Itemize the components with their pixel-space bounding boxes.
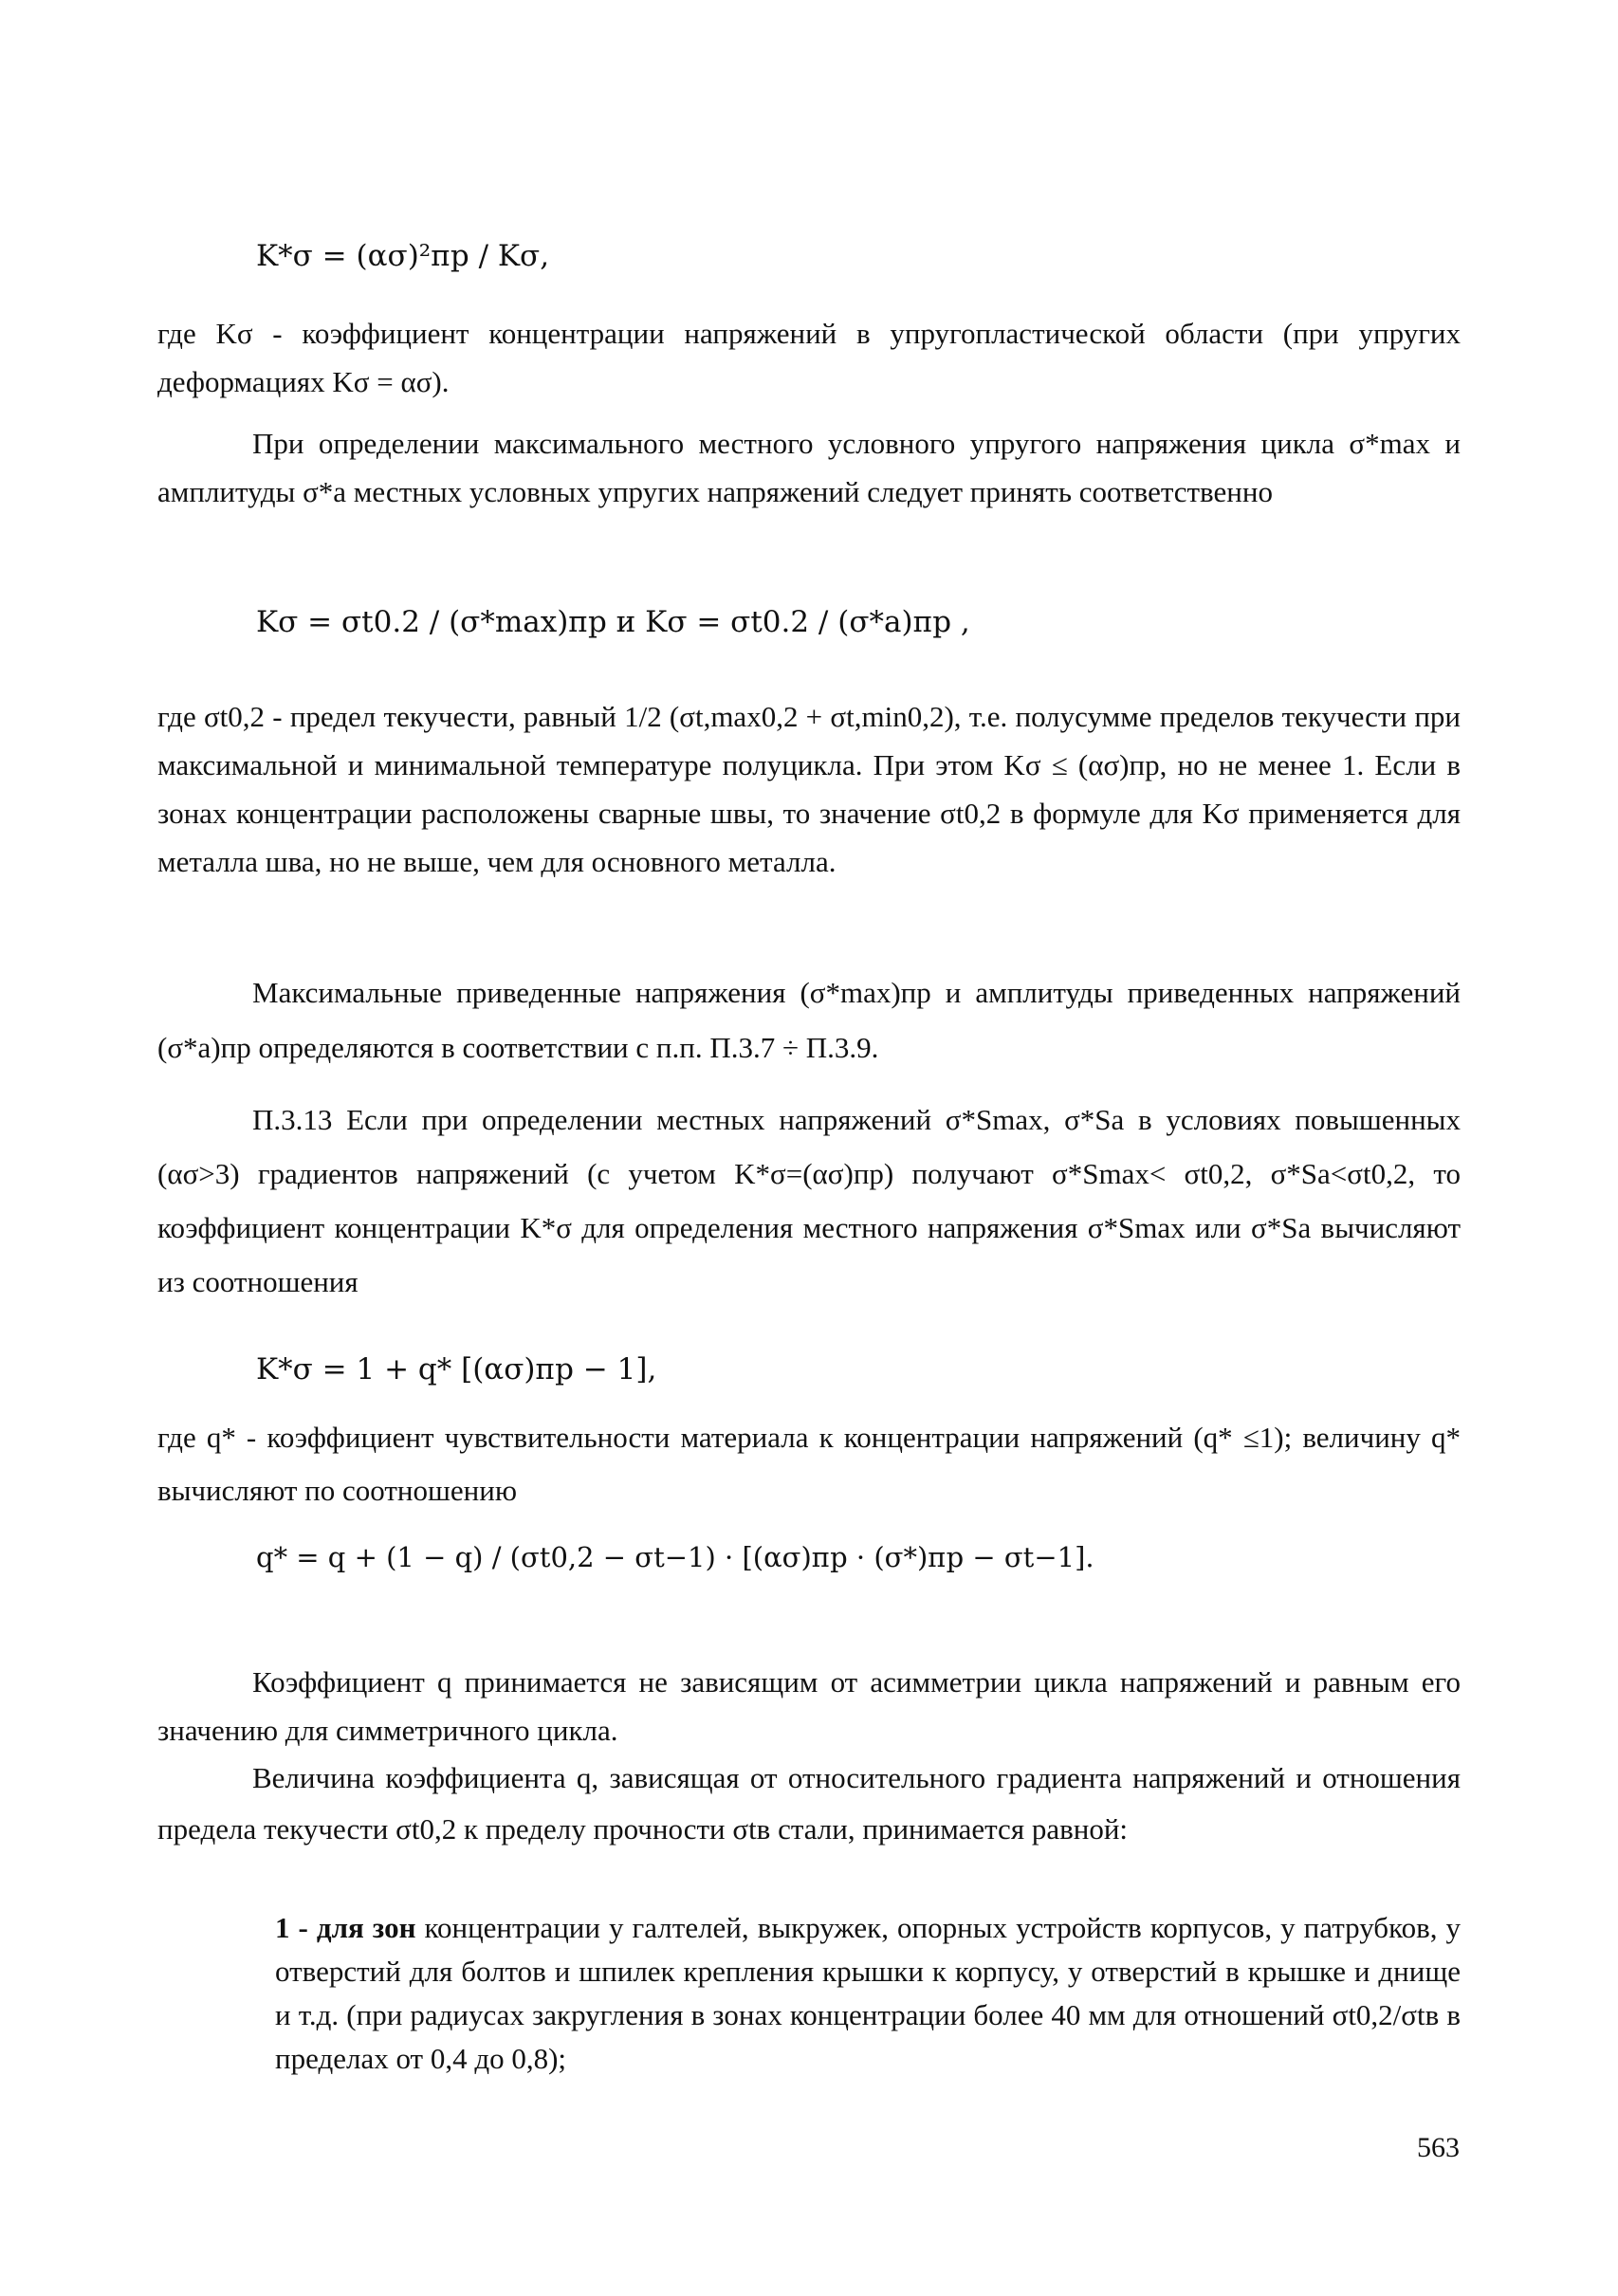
paragraph-section-p313: П.3.13 Если при определении местных напряжений σ*Smax, σ*Sa в условиях повышенных (ασ>3) градиентов напряжений (с учетом K*σ=(ασ)пр) получают σ*Smax< σt0,2, σ*Sa<σt0,2, то коэффициент концентрации K*σ для определения местного напряжения σ*Smax или σ*Sa вычисляют из соотношения (157, 1103, 1461, 1298)
list-item-text: концентрации у галтелей, выкружек, опорных устройств корпусов, у патрубков, у отверстий для болтов и шпилек крепления крышки к корпусу, у отверстий в крышке и днище и т.д. (при радиусах закругления в зонах концентрации более 40 мм для отношений σt0,2/σtв в пределах от 0,4 до 0,8); (275, 1911, 1462, 2075)
formula-q-star: q* = q + (1 − q) / (σt0,2 − σt−1) · [(ασ)пр · (σ*)пр − σt−1]. (256, 1541, 1094, 1573)
paragraph-q-magnitude: Величина коэффициента q, зависящая от относительного градиента напряжений и отношения предела текучести σt0,2 к пределу прочности σtв стали, принимается равной: (157, 1761, 1461, 1846)
formula-k-sigma-ratio: Kσ = σt0.2 / (σ*max)пр и Kσ = σt0.2 / (σ*a)пр , (256, 605, 970, 639)
list-item-label: 1 - для зон (275, 1911, 416, 1944)
page-number: 563 (1417, 2132, 1460, 2163)
list-item-zones (275, 1906, 1461, 2081)
paragraph-k-sigma-definition: где Kσ - коэффициент концентрации напряжений в упругопластической области (при упругих деформациях Kσ = ασ). (157, 317, 1461, 398)
formula-k-star-q: K*σ = 1 + q* [(ασ)пр − 1], (256, 1352, 657, 1387)
formula-k-star-sigma: K*σ = (ασ)²пр / Kσ, (256, 239, 550, 273)
paragraph-q-star-definition: где q* - коэффициент чувствительности материала к концентрации напряжений (q* ≤1); величину q* вычисляют по соотношению (157, 1421, 1461, 1507)
paragraph-yield-strength: где σt0,2 - предел текучести, равный 1/2 (σt,max0,2 + σt,min0,2), т.е. полусумме пределов текучести при максимальной и минимальной температуре полуцикла. При этом Kσ ≤ (ασ)пр, но не менее 1. Если в зонах концентрации расположены сварные швы, то значение σt0,2 в формуле для Kσ применяется для металла шва, но не выше, чем для основного металла. (157, 700, 1461, 878)
paragraph-q-coefficient: Коэффициент q принимается не зависящим от асимметрии цикла напряжений и равным его значению для симметричного цикла. (157, 1665, 1461, 1747)
paragraph-reduced-stresses: Максимальные приведенные напряжения (σ*max)пр и амплитуды приведенных напряжений (σ*a)пр определяются в соответствии с п.п. П.3.7 ÷ П.3.9. (157, 976, 1461, 1064)
paragraph-max-stress-definition: При определении максимального местного условного упругого напряжения цикла σ*max и амплитуды σ*a местных условных упругих напряжений следует принять соответственно (157, 427, 1461, 508)
